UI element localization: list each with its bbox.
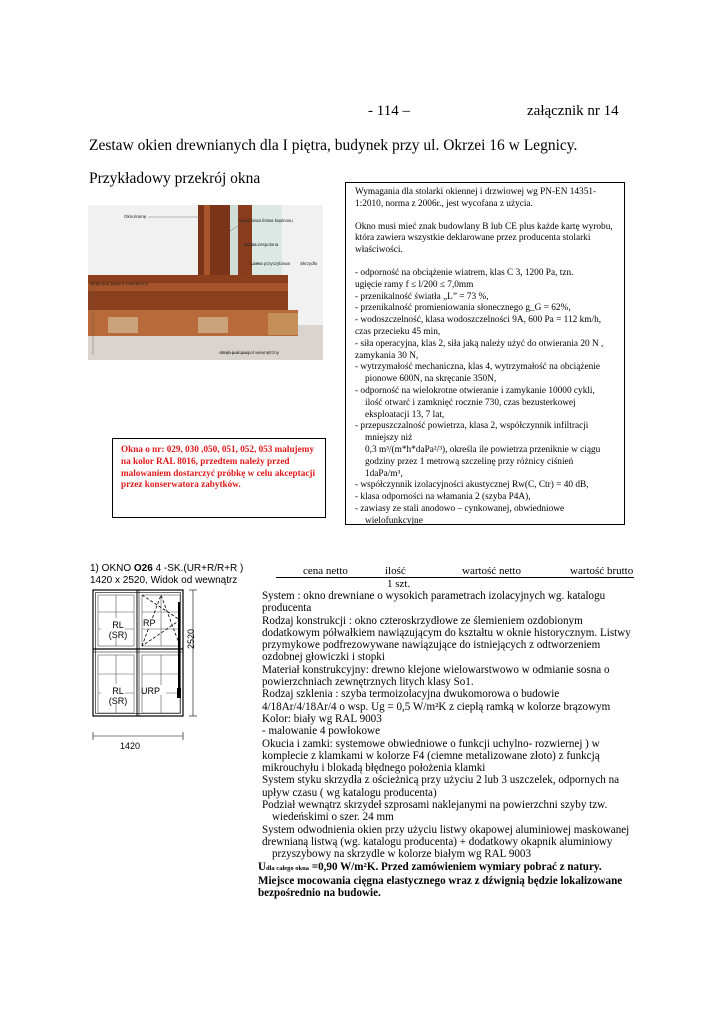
desc-painting: - malowanie 4 powłokowe [262, 725, 380, 738]
req-item: - współczynnik izolacyjności akustycznej Rw(C, Ctr) = 40 dB, [355, 480, 589, 491]
desc-seals: System styku skrzydła z ościeżnicą przy użyciu 2 lub 3 uszczelek, odpornych na upływ czasu ( wg katalogu producenta) [262, 774, 620, 799]
label-sash: Skrzydło [300, 261, 318, 266]
window-description [258, 590, 634, 900]
label-cover-bar: Listwa przyszybowa [250, 261, 291, 266]
col-quantity: ilość [385, 565, 406, 577]
label-groove-out: Wręb pod paspol zewnętrzny [90, 281, 148, 286]
desc-system: System : okno drewniane o wysokich parametrach izolacyjnych wg. katalogu producenta [262, 590, 606, 615]
req-item: 0,3 m³/(m*h*daPa²/³), określa ile powietrza przeniknie w ciągu [365, 444, 601, 455]
req-item: - siła operacyjna, klas 2, siła jaką należy użyć do otwierania 20 N , zamykania 30 N, [355, 338, 604, 361]
window-header [90, 563, 243, 587]
pane-label-rl-sr-top: RL (SR) [108, 620, 128, 640]
label-aluminium-drip: Aluminiowa listwa kapinosu [238, 218, 293, 223]
desc-glazing-bars: Podział wewnątrz skrzydeł szprosami naklejanymi na powierzchni szyby tzw. [262, 799, 608, 812]
requirements-intro: Wymagania dla stolarki okiennej i drzwiowej wg PN-EN 14351-1:2010, norma z 2006r., jest wycofana z użycia. [355, 187, 597, 209]
window-spec: 4 -SK.(UR+R/R+R ) [152, 563, 244, 574]
req-item: 1daPa/m³, [365, 468, 403, 479]
req-item: - zawiasy ze stali anodowo – cynkowanej, obwiedniowe [355, 503, 565, 514]
annex-label: załącznik nr 14 [527, 103, 619, 119]
req-item: - odporność na wielokrotne otwieranie i zamykanie 10000 cykli, [355, 385, 595, 396]
req-item: - odporność na obciążenie wiatrem, klas C 3, 1200 Pa, tzn. [355, 267, 574, 278]
section-subtitle: Przykładowy przekrój okna [89, 170, 261, 187]
pane-label-urp: URP [141, 686, 161, 696]
pane-label-rl-sr-bottom: RL (SR) [108, 686, 128, 706]
req-item: - wodoszczelność, klasa wodoszczelności 9A, 600 Pa = 112 km/h, czas przecieku 45 min, [355, 315, 602, 337]
desc-drainage: System odwodnienia okien przy użyciu listwy okapowej aluminiowej maskowanej drewnianą listwą (wg. katalogu producenta) + dodatkowy okapnik aluminiowy [262, 823, 630, 848]
paint-color-note: Okna o nr: 029, 030 ,050, 051, 052, 053 malujemy na kolor RAL 8016, przedtem należy przed malowaniem dostarczyć próbkę w celu akceptacji przez konserwatora zabytków. [112, 438, 326, 518]
desc-color: Kolor: biały wg RAL 9003 [262, 712, 382, 725]
window-number-prefix: 1) OKNO [90, 563, 134, 574]
desc-construction: Rodzaj konstrukcji : okno czteroskrzydłowe ze ślemieniem ozdobionym dodatkowym półwałkiem nawiązującym do kształtu w oknie historycznym. Listwy przymykowe podfrezowywane nawiązujące do istniejących z odtworzeniem ozdobnej głowiczki i stopki [262, 614, 631, 664]
req-item: godziny przez 1 metrową szczelinę przy różnicy ciśnień [365, 456, 574, 467]
requirements-box [345, 182, 625, 525]
price-table-rule [276, 577, 634, 578]
requirements-ce: Okno musi mieć znak budowlany B lub CE plus każde kartę wyrobu, która zawiera wszystkie deklarowane przez producenta stolarki właściwości. [355, 221, 613, 256]
req-item: ugięcie ramy f ≤ l/200 ≤ 7,0mm [355, 279, 474, 290]
req-item: - przepuszczalność powietrza, klasa 2, współczynnik infiltracji [355, 421, 589, 432]
pane-label-rp: RP [143, 618, 156, 628]
window-size: 1420 x 2520, Widok od wewnątrz [90, 575, 238, 586]
req-item: ilość otwarć i zamknięć rocznie 730, czas bezusterkowej [365, 397, 576, 408]
page-number: - 114 – [368, 103, 410, 119]
req-item: - wytrzymałość mechaniczna, klas 4, wytrzymałość na obciążenie [355, 362, 600, 373]
req-item: - przenikalność światła „L” = 73 %, [355, 291, 489, 302]
col-net-value: wartość netto [462, 565, 521, 577]
height-dimension: 2520 [186, 628, 196, 649]
desc-glazing: Rodzaj szklenia : szyba termoizolacyjna dwukomorowa o budowie 4/18Ar/4/18Ar/4 o wsp. Ug = 0,5 W/m²K z ciepłą ramką w kolorze brązowym [262, 688, 611, 713]
desc-material: Materiał konstrukcyjny: drewno klejone wielowarstwowo w odmianie sosna o powierzchniach zewnętrznych litych klasy So1. [262, 663, 610, 689]
window-cross-section-photo [88, 205, 323, 360]
quantity-value: 1 szt. [387, 578, 411, 590]
label-glass: Szyba zespolona [244, 242, 279, 247]
req-item: - przenikalność promieniowania słonecznego g_G = 62%, [355, 303, 571, 314]
req-item: pionowe 600N, na skręcanie 350N, [365, 374, 497, 385]
width-dimension: 1420 [120, 741, 141, 751]
req-item: mniejszy niż [365, 433, 413, 444]
document-title: Zestaw okien drewnianych dla I piętra, budynek przy ul. Okrzei 16 w Legnicy. [89, 137, 578, 154]
mounting-note: Miejsce mocowania cięgna elastycznego wraz z dźwignią będzie lokalizowane bezpośrednio na budowie. [258, 874, 623, 900]
label-groove-in: Wręb pod paspol wewnętrzny [220, 350, 279, 355]
req-item: eksploatacji 13, 7 lat, [365, 409, 445, 420]
u-value-line: Udla całego okna =0,90 W/m²K. Przed zamówieniem wymiary pobrać z natury. [258, 860, 602, 873]
col-gross-value: wartość brutto [570, 565, 634, 577]
label-glazing: Okno/ramę [124, 214, 147, 219]
window-number: O26 [133, 563, 153, 574]
window-elevation-drawing [85, 588, 215, 758]
req-item: - klasa odporności na włamania 2 (szyba P4A), [355, 492, 531, 503]
desc-drainage-color: przyszybowy na skrzydle w kolorze białym wg RAL 9003 [272, 848, 532, 861]
desc-hardware: Okucia i zamki: systemowe obwiedniowe o funkcji uchylno- rozwiernej ) w komplecie z klamkami w kolorze F4 (ciemne metalizowane złoto) z funkcją mikrouchyłu i blokadą błędnego położenia klamki [262, 737, 600, 775]
desc-glazing-bars-width: wiedeńskimi o szer. 24 mm [272, 811, 394, 824]
col-net-price: cena netto [303, 565, 348, 577]
req-item: wielofunkcyjne [365, 515, 423, 526]
